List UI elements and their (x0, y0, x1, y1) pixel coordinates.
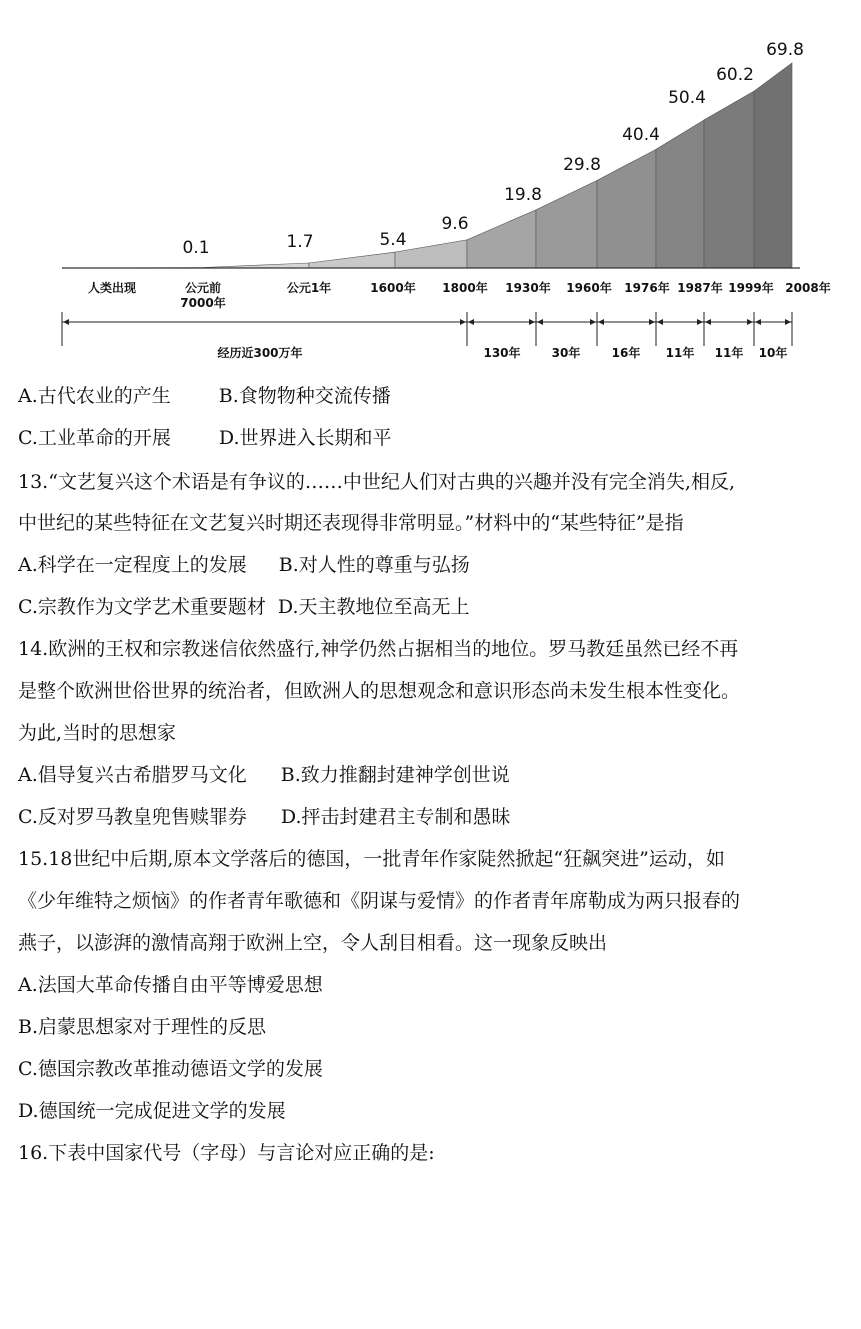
chart-value-label: 50.4 (668, 88, 706, 108)
q14-option-b[interactable]: B.致力推翻封建神学创世说 (280, 764, 510, 786)
q12-option-a[interactable]: A.古代农业的产生 (18, 385, 171, 407)
q15-stem-line-2: 《少年维特之烦恼》的作者青年歌德和《阴谋与爱情》的作者青年席勒成为两只报春的 (18, 890, 741, 912)
q14-stem-line-3: 为此,当时的思想家 (18, 722, 177, 744)
q14-option-c[interactable]: C.反对罗马教皇兜售赎罪券 (18, 806, 247, 828)
chart-x-labels (88, 280, 831, 310)
chart-x-tick-label: 1960年 (566, 281, 612, 295)
q16-stem: 16.下表中国家代号（字母）与言论对应正确的是: (18, 1142, 435, 1164)
q13-option-a[interactable]: A.科学在一定程度上的发展 (18, 554, 247, 576)
q15-stem-line-1: 15.18世纪中后期,原本文学落后的德国，一批青年作家陡然掀起“狂飙突进”运动，如 (18, 848, 725, 870)
q15-option-b[interactable]: B.启蒙思想家对于理性的反思 (18, 1016, 267, 1038)
chart-duration-label: 11年 (714, 346, 744, 360)
chart-duration-label: 130年 (483, 346, 521, 360)
chart-band-9 (754, 63, 792, 268)
chart-band-4 (467, 210, 536, 268)
q15-stem-line-3: 燕子，以澎湃的激情高翔于欧洲上空，令人刮目相看。这一现象反映出 (18, 932, 608, 954)
q15-option-d[interactable]: D.德国统一完成促进文学的发展 (18, 1100, 286, 1122)
chart-x-tick-label: 公元1年 (286, 281, 332, 295)
chart-x-tick-label: 1999年 (728, 281, 774, 295)
q13-stem-line-1: 13.“文艺复兴这个术语是有争议的……中世纪人们对古典的兴趣并没有完全消失,相反, (18, 471, 736, 493)
q12-option-b[interactable]: B.食物物种交流传播 (218, 385, 391, 407)
chart-x-tick-label: 人类出现 (87, 281, 137, 295)
q15-option-c[interactable]: C.德国宗教改革推动德语文学的发展 (18, 1058, 323, 1080)
chart-x-tick-label: 1800年 (442, 281, 488, 295)
q13-option-c[interactable]: C.宗教作为文学艺术重要题材 (18, 596, 266, 618)
chart-band-7 (656, 120, 704, 268)
chart-duration-label: 经历近300万年 (217, 346, 303, 360)
chart-duration-labels (217, 345, 787, 360)
chart-x-tick-label: 2008年 (785, 281, 831, 295)
chart-band-1 (203, 263, 309, 268)
chart-band-2 (309, 252, 395, 268)
chart-x-tick-label: 公元前 (184, 281, 222, 295)
q14-stem-line-2: 是整个欧洲世俗世界的统治者，但欧洲人的思想观念和意识形态尚未发生根本性变化。 (18, 680, 741, 702)
chart-duration-axis (62, 312, 792, 346)
chart-value-label: 69.8 (766, 40, 804, 60)
chart-value-label: 40.4 (622, 125, 660, 145)
chart-value-label: 5.4 (379, 230, 407, 250)
q14-options-row-1 (18, 763, 510, 787)
chart-duration-label: 16年 (611, 346, 641, 360)
chart-band-6 (597, 149, 656, 268)
chart-x-tick-label: 1930年 (505, 281, 551, 295)
chart-value-label: 1.7 (286, 232, 314, 252)
q13-options-row-1 (18, 553, 470, 577)
chart-value-label: 9.6 (441, 214, 469, 234)
chart-x-tick-label: 1600年 (370, 281, 416, 295)
chart-value-label: 0.1 (182, 238, 210, 258)
chart-duration-label: 30年 (551, 346, 581, 360)
q14-option-d[interactable]: D.抨击封建君主专制和愚昧 (280, 806, 511, 828)
q14-stem-line-1: 14.欧洲的王权和宗教迷信依然盛行,神学仍然占据相当的地位。罗马教廷虽然已经不再 (18, 638, 739, 660)
q13-option-d[interactable]: D.天主教地位至高无上 (277, 596, 470, 618)
chart-value-label: 29.8 (563, 155, 601, 175)
q13-options-row-2 (18, 595, 470, 619)
chart-duration-label: 10年 (758, 346, 788, 360)
chart-band-8 (704, 91, 754, 268)
q13-stem-line-2: 中世纪的某些特征在文艺复兴时期还表现得非常明显。”材料中的“某些特征”是指 (18, 512, 684, 534)
chart-value-label: 60.2 (716, 65, 754, 85)
q12-option-d[interactable]: D.世界进入长期和平 (218, 427, 392, 449)
population-chart (0, 0, 861, 380)
q15-option-a[interactable]: A.法国大革命传播自由平等博爱思想 (18, 974, 323, 996)
chart-value-label: 19.8 (504, 185, 542, 205)
chart-x-tick-label: 1987年 (677, 281, 723, 295)
q12-option-c[interactable]: C.工业革命的开展 (18, 427, 171, 449)
q12-options-row-2 (18, 426, 392, 450)
chart-x-tick-label: 1976年 (624, 281, 670, 295)
q14-options-row-2 (18, 805, 511, 829)
chart-band-5 (536, 180, 597, 268)
q14-option-a[interactable]: A.倡导复兴古希腊罗马文化 (18, 764, 247, 786)
q12-options-row-1 (18, 384, 391, 408)
chart-duration-label: 11年 (665, 346, 695, 360)
chart-x-tick-label: 7000年 (180, 296, 226, 310)
q13-option-b[interactable]: B.对人性的尊重与弘扬 (278, 554, 470, 576)
